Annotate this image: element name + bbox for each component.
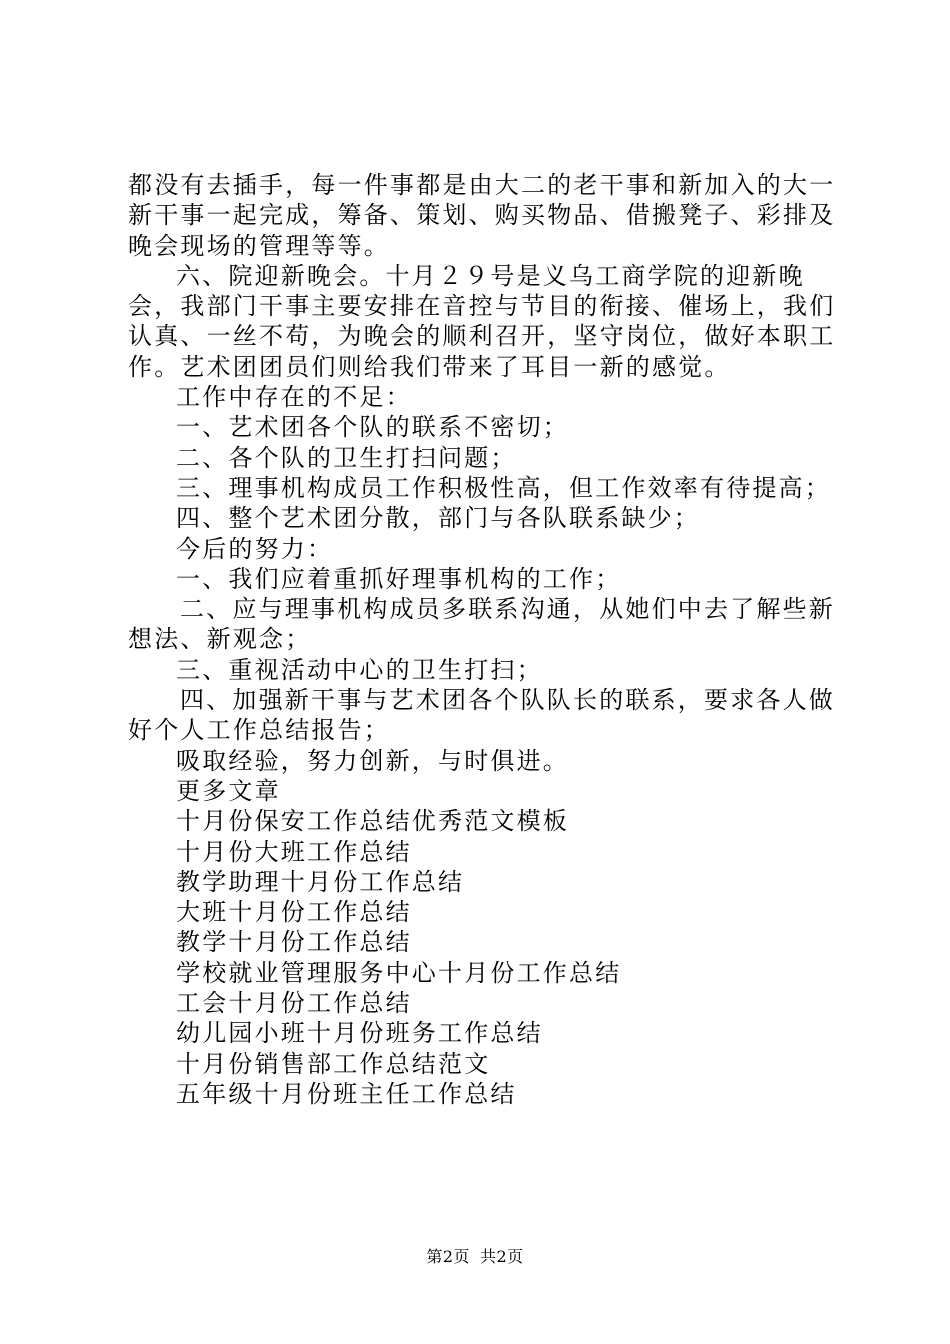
more-article-link[interactable]: 十月份大班工作总结 bbox=[176, 837, 412, 866]
more-article-link[interactable]: 五年级十月份班主任工作总结 bbox=[176, 1079, 517, 1108]
effort-item: 二、应与理事机构成员多联系沟通，从她们中去了解些新想法、新观念； bbox=[128, 595, 835, 654]
shortcoming-item: 四、整个艺术团分散，部门与各队联系缺少； bbox=[176, 504, 700, 533]
more-article-link[interactable]: 学校就业管理服务中心十月份工作总结 bbox=[176, 958, 622, 987]
paragraph-continuation: 都没有去插手，每一件事都是由大二的老干事和新加入的大一新干事一起完成，筹备、策划、购买物品、借搬凳子、彩排及晚会现场的管理等等。 bbox=[128, 171, 836, 260]
paragraph-welcome-party: 六、院迎新晚会。十月２９号是义乌工商学院的迎新晚会，我部门干事主要安排在音控与节目的衔接、催场上，我们认真、一丝不苟，为晚会的顺利召开，坚守岗位，做好本职工作。艺术团团员们则给我们带来了耳目一新的感觉。 bbox=[128, 261, 836, 381]
shortcoming-item: 三、理事机构成员工作积极性高，但工作效率有待提高； bbox=[176, 473, 831, 502]
more-articles-heading: 更多文章 bbox=[176, 776, 281, 805]
more-article-link[interactable]: 十月份销售部工作总结范文 bbox=[176, 1049, 491, 1078]
total-pages: 共2页 bbox=[480, 1247, 524, 1266]
effort-item: 四、加强新干事与艺术团各个队队长的联系，要求各人做好个人工作总结报告； bbox=[128, 686, 835, 745]
more-article-link[interactable]: 大班十月份工作总结 bbox=[176, 898, 412, 927]
more-article-link[interactable]: 教学十月份工作总结 bbox=[176, 928, 412, 957]
shortcomings-heading: 工作中存在的不足： bbox=[176, 383, 412, 412]
more-article-link[interactable]: 十月份保安工作总结优秀范文模板 bbox=[176, 807, 569, 836]
more-article-link[interactable]: 工会十月份工作总结 bbox=[176, 989, 412, 1018]
shortcoming-item: 二、各个队的卫生打扫问题； bbox=[176, 443, 517, 472]
shortcoming-item: 一、艺术团各个队的联系不密切； bbox=[176, 413, 569, 442]
effort-item: 三、重视活动中心的卫生打扫； bbox=[176, 655, 543, 684]
effort-item: 一、我们应着重抓好理事机构的工作； bbox=[176, 564, 622, 593]
more-article-link[interactable]: 幼儿园小班十月份班务工作总结 bbox=[176, 1019, 543, 1048]
closing-line: 吸取经验，努力创新，与时俱进。 bbox=[176, 746, 569, 775]
current-page-number: 第2页 bbox=[426, 1247, 470, 1266]
efforts-heading: 今后的努力： bbox=[176, 534, 334, 563]
document-body bbox=[128, 170, 838, 1109]
more-article-link[interactable]: 教学助理十月份工作总结 bbox=[176, 867, 465, 896]
page-footer bbox=[0, 1244, 950, 1267]
